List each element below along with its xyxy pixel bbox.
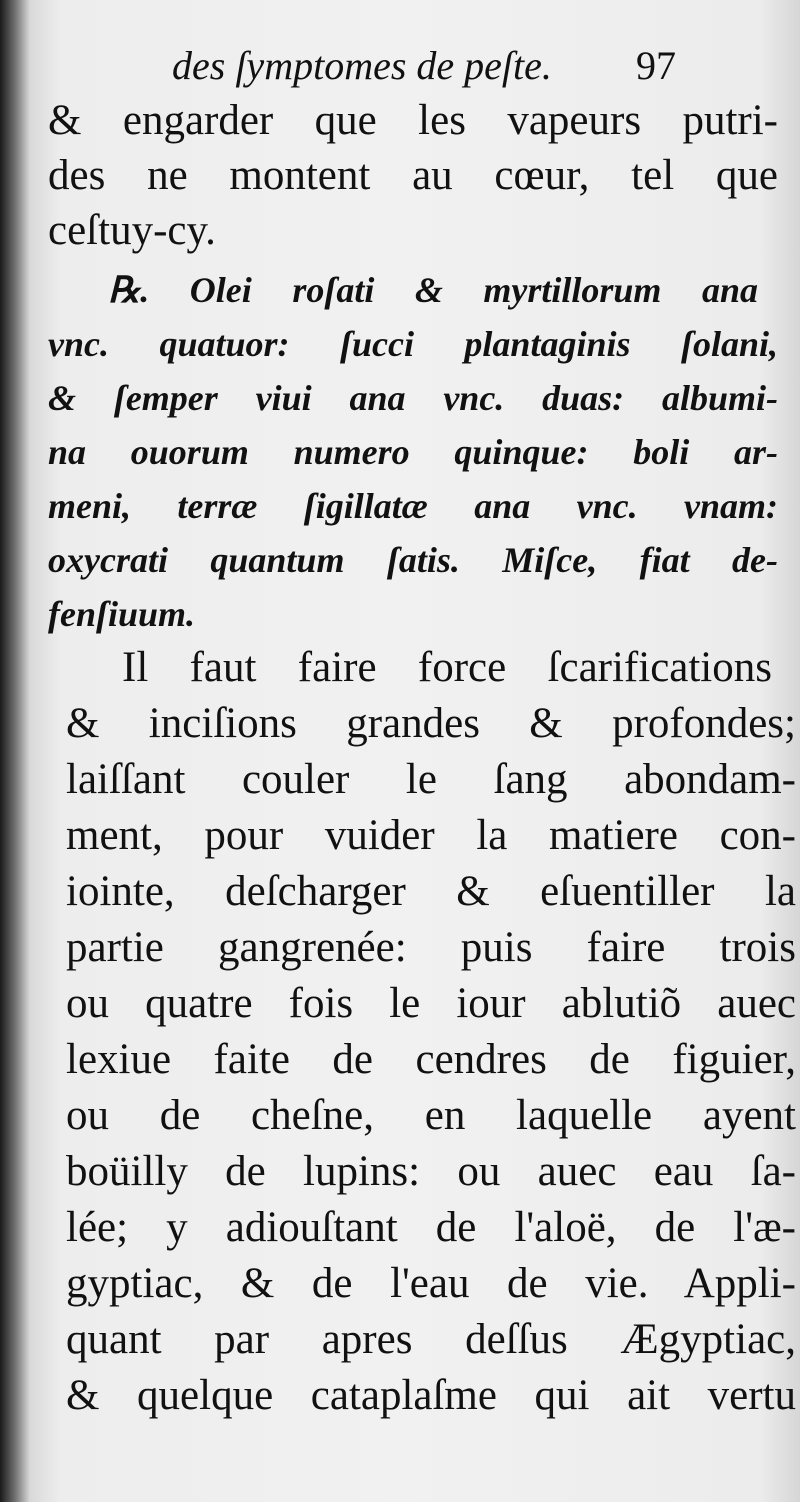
- text-line: boüilly de lupins: ou auec eau ſa-: [66, 1148, 796, 1195]
- text-line: quant par apres deſſus Ægyptiac,: [66, 1316, 796, 1363]
- running-title: des ſymptomes de peſte.: [172, 43, 552, 88]
- text-line: laiſſant couler le ſang abondam-: [66, 756, 796, 803]
- text-line: ment, pour vuider la matiere con-: [66, 812, 796, 859]
- text-line: Il faut faire force ſcarifications: [122, 644, 772, 691]
- text-line: & quelque cataplaſme qui ait vertu: [66, 1372, 796, 1419]
- text-line: ou de cheſne, en laquelle ayent: [66, 1092, 796, 1139]
- text-line: & engarder que les vapeurs putri-: [48, 97, 778, 144]
- page-number: 97: [636, 43, 676, 88]
- recipe-line: meni, terræ ſigillatæ ana vnc. vnam:: [48, 486, 778, 526]
- recipe-line: & ſemper viui ana vnc. duas: albumi-: [48, 378, 778, 418]
- recipe-line: na ouorum numero quinque: boli ar-: [48, 432, 778, 472]
- recipe-line: oxycrati quantum ſatis. Miſce, fiat de-: [48, 540, 778, 580]
- recipe-line: fenſiuum.: [48, 594, 196, 634]
- text-line: ceſtuy-cy.: [48, 207, 216, 254]
- text-line: iointe, deſcharger & eſuentiller la: [66, 868, 796, 915]
- text-line: ou quatre fois le iour ablutiõ auec: [66, 980, 796, 1027]
- page-header: [0, 38, 800, 98]
- recipe-line: vnc. quatuor: ſucci plantaginis ſolani,: [48, 324, 778, 364]
- text-line: lexiue faite de cendres de figuier,: [66, 1036, 796, 1083]
- text-line: & inciſions grandes & profondes;: [66, 700, 796, 747]
- recipe-line: ℞. Olei roſati & myrtillorum ana: [108, 270, 758, 310]
- text-line: partie gangrenée: puis faire trois: [66, 924, 796, 971]
- text-line: des ne montent au cœur, tel que: [48, 152, 778, 199]
- text-line: lée; y adiouſtant de l'aloë, de l'æ-: [66, 1204, 796, 1251]
- text-line: gyptiac, & de l'eau de vie. Appli-: [66, 1260, 796, 1307]
